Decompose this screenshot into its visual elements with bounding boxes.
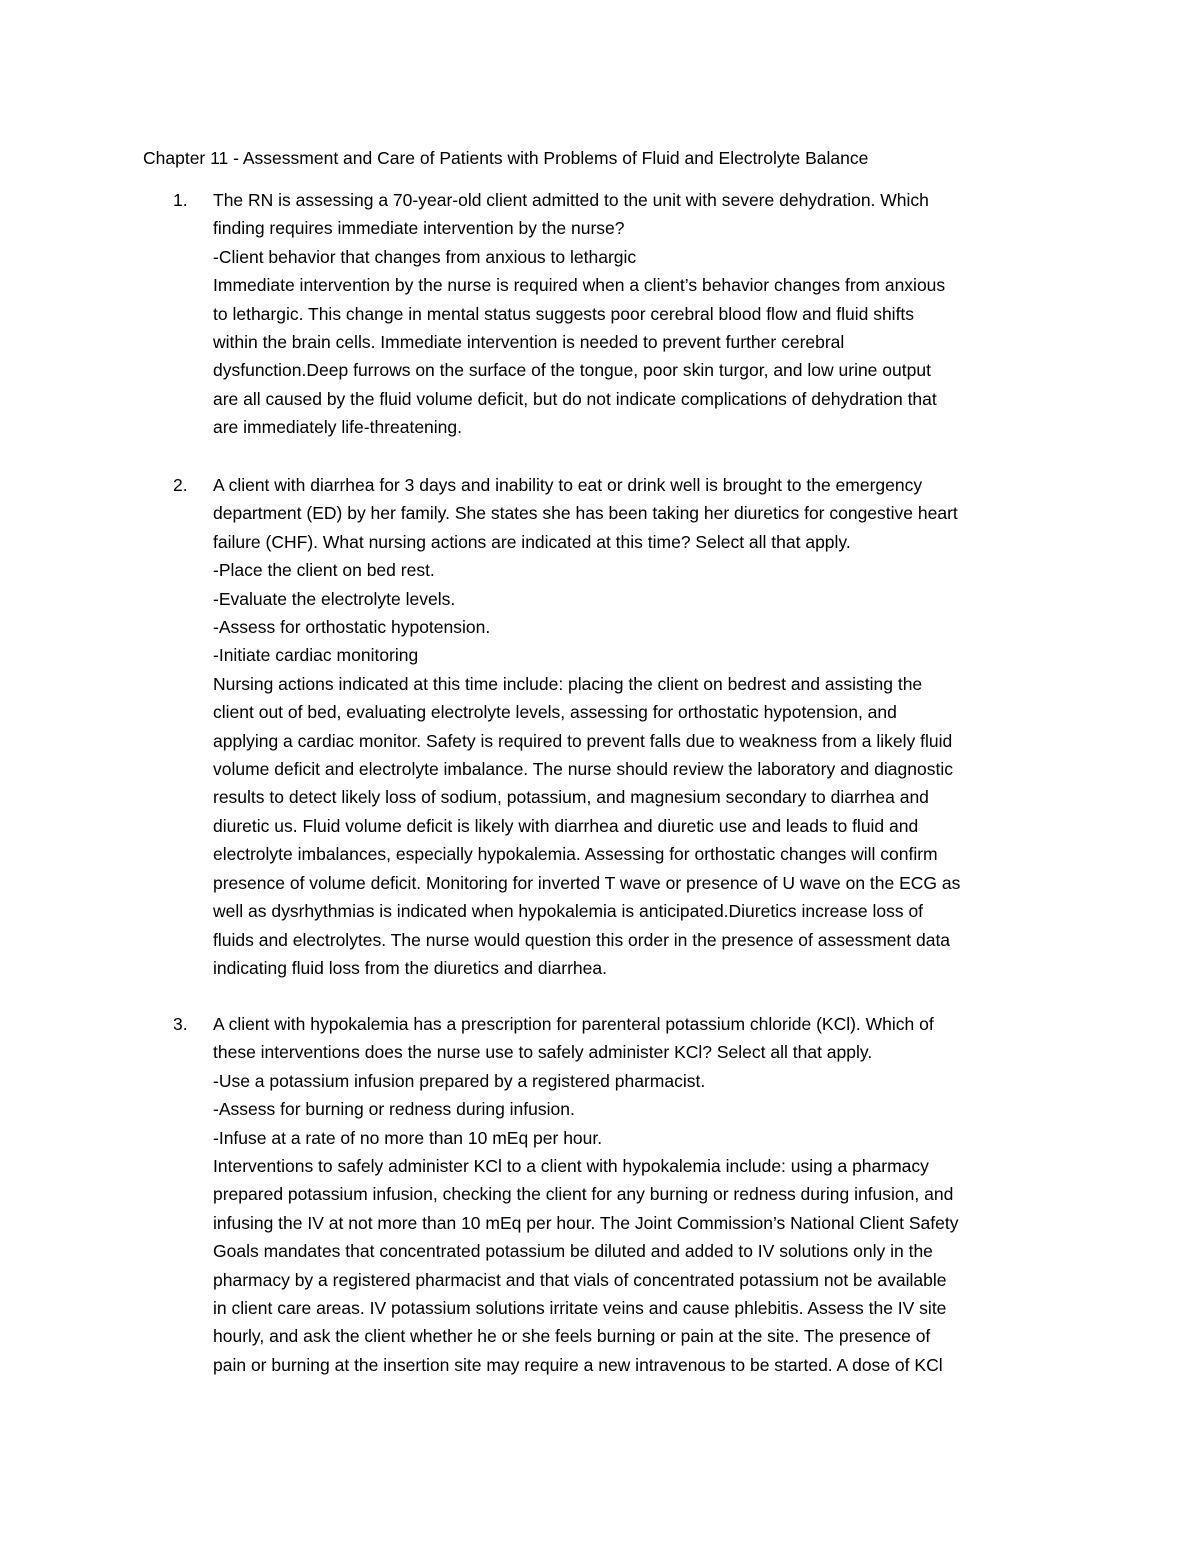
question-1: [143, 186, 1103, 442]
text-line: well as dysrhythmias is indicated when hypokalemia is anticipated.Diuretics increase loss of: [213, 901, 924, 922]
text-line: applying a cardiac monitor. Safety is required to prevent falls due to weakness from a likely fluid: [213, 730, 953, 751]
text-line: pharmacy by a registered pharmacist and that vials of concentrated potassium not be available: [213, 1269, 947, 1290]
text-line: Goals mandates that concentrated potassium be diluted and added to IV solutions only in the: [213, 1241, 933, 1262]
question-number: 3.: [173, 1014, 188, 1034]
text-line: failure (CHF). What nursing actions are indicated at this time? Select all that apply.: [213, 531, 851, 552]
text-line: Interventions to safely administer KCl to a client with hypokalemia include: using a pharmacy: [213, 1156, 929, 1177]
question-number: 2.: [173, 475, 188, 495]
text-line: volume deficit and electrolyte imbalance. The nurse should review the laboratory and diagnostic: [213, 759, 953, 780]
answer-line: -Use a potassium infusion prepared by a registered pharmacist.: [213, 1070, 706, 1091]
text-line: Immediate intervention by the nurse is required when a client’s behavior changes from anxious: [213, 275, 946, 296]
question-3: [143, 1010, 1103, 1379]
text-line: pain or burning at the insertion site may require a new intravenous to be started. A dose of KCl: [213, 1354, 943, 1375]
answer-line: -Assess for burning or redness during infusion.: [213, 1099, 575, 1120]
question-number: 1.: [173, 190, 188, 210]
text-line: dysfunction.Deep furrows on the surface of the tongue, poor skin turgor, and low urine output: [213, 360, 931, 381]
answer-line: -Evaluate the electrolyte levels.: [213, 588, 456, 609]
text-line: within the brain cells. Immediate intervention is needed to prevent further cerebral: [213, 332, 845, 353]
text-line: client out of bed, evaluating electrolyte levels, assessing for orthostatic hypotension, and: [213, 702, 897, 723]
text-line: in client care areas. IV potassium solutions irritate veins and cause phlebitis. Assess the IV site: [213, 1298, 947, 1319]
text-line: The RN is assessing a 70-year-old client admitted to the unit with severe dehydration. Which: [213, 190, 929, 210]
text-line: indicating fluid loss from the diuretics and diarrhea.: [213, 957, 607, 978]
text-line: department (ED) by her family. She states she has been taking her diuretics for congestive heart: [213, 503, 958, 524]
answer-line: -Client behavior that changes from anxious to lethargic: [213, 246, 637, 267]
answer-line: -Infuse at a rate of no more than 10 mEq per hour.: [213, 1127, 603, 1148]
text-line: diuretic us. Fluid volume deficit is likely with diarrhea and diuretic use and leads to fluid and: [213, 815, 919, 836]
answer-line: -Place the client on bed rest.: [213, 560, 435, 581]
text-line: finding requires immediate intervention by the nurse?: [213, 218, 625, 239]
question-2: [143, 471, 1103, 982]
text-line: infusing the IV at not more than 10 mEq per hour. The Joint Commission’s National Client Safety: [213, 1212, 959, 1233]
text-line: Nursing actions indicated at this time include: placing the client on bedrest and assisting the: [213, 673, 923, 694]
text-line: fluids and electrolytes. The nurse would question this order in the presence of assessment data: [213, 929, 951, 950]
text-line: to lethargic. This change in mental status suggests poor cerebral blood flow and fluid shifts: [213, 303, 915, 324]
text-line: presence of volume deficit. Monitoring for inverted T wave or presence of U wave on the ECG as: [213, 872, 961, 893]
answer-line: -Assess for orthostatic hypotension.: [213, 617, 491, 638]
text-line: these interventions does the nurse use to safely administer KCl? Select all that apply.: [213, 1042, 873, 1063]
text-line: electrolyte imbalances, especially hypokalemia. Assessing for orthostatic changes will confirm: [213, 844, 938, 865]
document-title: Chapter 11 - Assessment and Care of Patients with Problems of Fluid and Electrolyte Balance: [143, 148, 869, 168]
text-line: are all caused by the fluid volume deficit, but do not indicate complications of dehydration that: [213, 388, 937, 409]
text-line: results to detect likely loss of sodium, potassium, and magnesium secondary to diarrhea and: [213, 787, 929, 808]
text-line: A client with hypokalemia has a prescription for parenteral potassium chloride (KCl). Which of: [213, 1014, 934, 1034]
text-line: prepared potassium infusion, checking the client for any burning or redness during infusion, and: [213, 1184, 954, 1205]
answer-line: -Initiate cardiac monitoring: [213, 645, 419, 666]
text-line: A client with diarrhea for 3 days and inability to eat or drink well is brought to the emergency: [213, 475, 923, 495]
text-line: hourly, and ask the client whether he or she feels burning or pain at the site. The presence of: [213, 1326, 931, 1347]
text-line: are immediately life-threatening.: [213, 417, 463, 438]
